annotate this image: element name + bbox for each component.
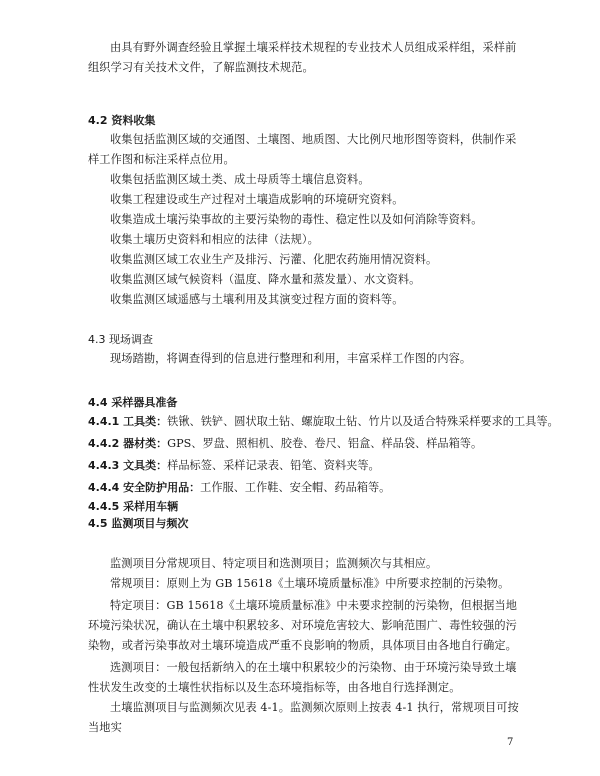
s44-item-2-text: GPS、罗盘、照相机、胶卷、卷尺、铝盒、样品袋、样品箱等。 — [167, 437, 483, 450]
s44-item-4-label: 4.4.4 安全防护用品： — [88, 481, 201, 494]
s45-paragraph-2: 常规项目：原则上为 GB 15618《土壤环境质量标准》中所要求控制的污染物。 — [110, 577, 510, 590]
s42-paragraph-7: 收集监测区域气候资料（温度、降水量和蒸发量）、水文资料。 — [110, 273, 421, 286]
s44-item-1-text: 铁锹、铁铲、圆状取土钻、螺旋取土钻、竹片以及适合特殊采样要求的工具等。 — [167, 415, 559, 428]
section-4-3-heading: 4.3 现场调查 — [88, 333, 153, 346]
s45-paragraph-3: 特定项目：GB 15618《土壤环境质量标准》中未要求控制的污染物，但根据当地环境污染状况，确认在土壤中积累较多、对环境危害较大、影响范围广、毒性较强的污染物，或者污染事故对土壤环境造成严重不良影响的物质，具体项目由各地自行确定。 — [88, 599, 518, 652]
s42-paragraph-1: 收集包括监测区域的交通图、土壤图、地质图、大比例尺地形图等资料，供制作采样工作图和标注采样点位用。 — [88, 133, 517, 166]
s42-paragraph-8: 收集监测区域遥感与土壤利用及其演变过程方面的资料等。 — [110, 293, 404, 306]
intro-paragraph: 由具有野外调查经验且掌握土壤采样技术规程的专业技术人员组成采样组，采样前组织学习有关技术文件，了解监测技术规范。 — [88, 41, 517, 74]
section-4-4-heading: 4.4 采样器具准备 — [88, 396, 178, 409]
s44-item-5-label: 4.4.5 采样用车辆 — [88, 500, 179, 513]
s44-item-1 — [88, 413, 559, 431]
s42-paragraph-3: 收集工程建设或生产过程对土壤造成影响的环境研究资料。 — [110, 193, 404, 206]
s45-paragraph-1: 监测项目分常规项目、特定项目和选测项目；监测频次与其相应。 — [110, 557, 438, 570]
s44-item-5 — [88, 498, 528, 516]
s45-paragraph-4: 选测项目：一般包括新纳入的在土壤中积累较少的污染物、由于环境污染导致土壤性状发生改变的土壤性状指标以及生态环境指标等，由各地自行选择测定。 — [88, 661, 517, 694]
s43-paragraph: 现场踏勘，将调查得到的信息进行整理和利用，丰富采样工作图的内容。 — [110, 352, 472, 365]
s44-item-3 — [88, 457, 528, 475]
s45-paragraph-5: 土壤监测项目与监测频次见表 4-1。监测频次原则上按表 4-1 执行，常规项目可按当地实 — [88, 701, 519, 734]
s42-paragraph-4: 收集造成土壤污染事故的主要污染物的毒性、稳定性以及如何消除等资料。 — [110, 213, 483, 226]
s44-item-2-label: 4.4.2 器材类： — [88, 437, 168, 450]
page-number: 7 — [507, 737, 514, 748]
s42-paragraph-2: 收集包括监测区域土类、成土母质等土壤信息资料。 — [110, 173, 370, 186]
s42-paragraph-5: 收集土壤历史资料和相应的法律（法规）。 — [110, 233, 319, 246]
s44-item-4-text: 工作服、工作鞋、安全帽、药品箱等。 — [200, 481, 391, 494]
section-4-5-heading: 4.5 监测项目与频次 — [88, 517, 189, 530]
s44-item-3-label: 4.4.3 文具类： — [88, 459, 168, 472]
s42-paragraph-6: 收集监测区域工农业生产及排污、污灌、化肥农药施用情况资料。 — [110, 253, 438, 266]
section-4-2-heading: 4.2 资料收集 — [88, 114, 156, 127]
s44-item-4 — [88, 479, 528, 497]
s44-item-3-text: 样品标签、采样记录表、铅笔、资料夹等。 — [167, 459, 380, 472]
s44-item-1-label: 4.4.1 工具类： — [88, 415, 168, 428]
s44-item-2 — [88, 435, 528, 453]
